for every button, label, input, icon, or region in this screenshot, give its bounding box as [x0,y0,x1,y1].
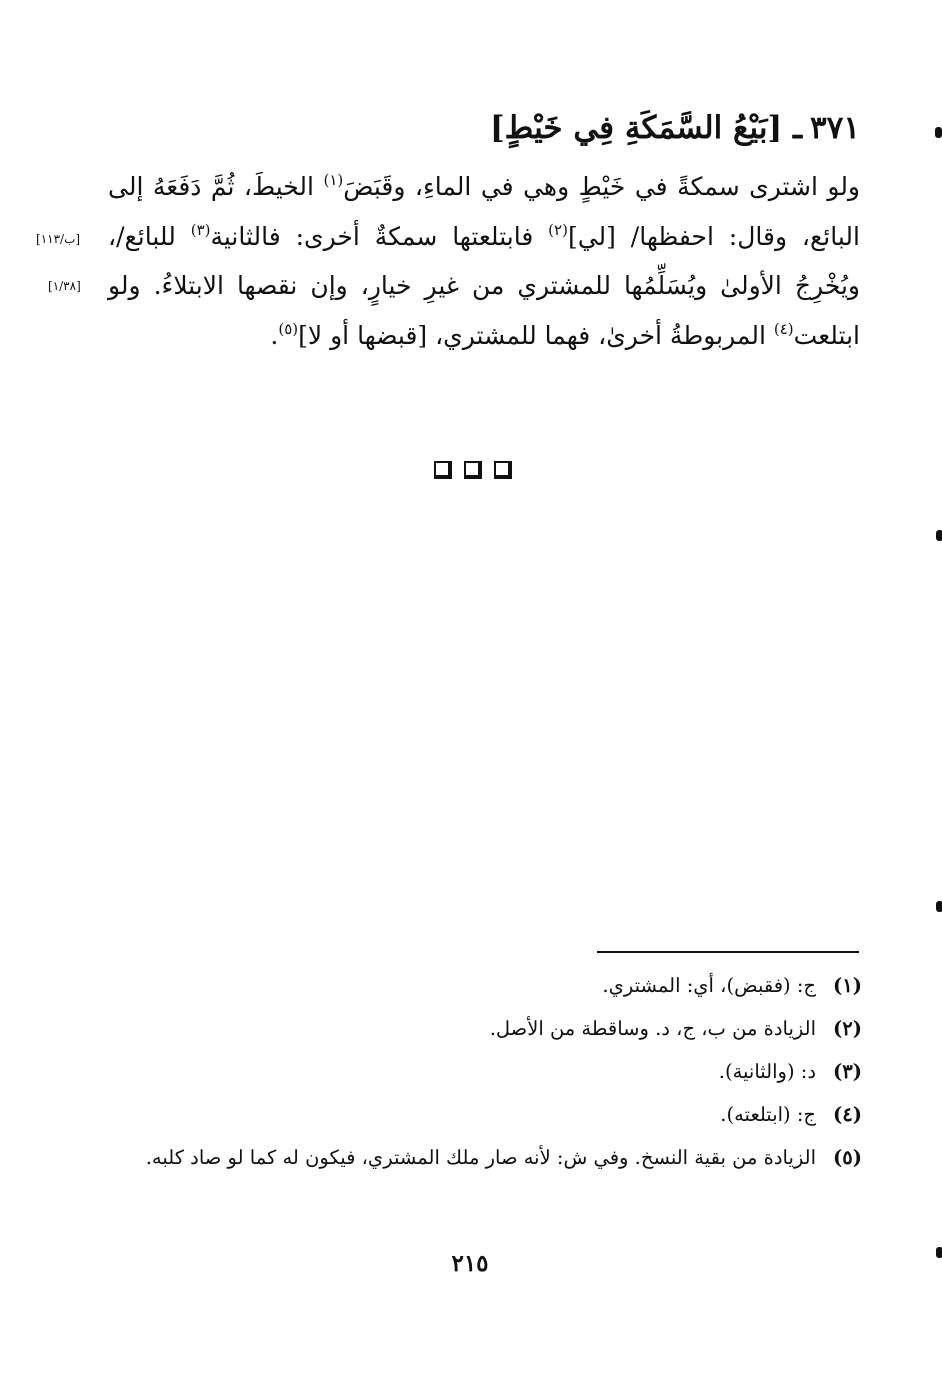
footnote-item [110,1007,862,1050]
section-dash: ـ [792,110,803,146]
footnote-number: (٥) [833,1146,862,1169]
body-segment: فابتلعتها سمكةٌ أخرى: فالثانية [210,221,549,251]
footnote-text: ج: (فقبض)، أي: المشتري. [602,974,816,997]
footnote-ref[interactable]: (٢) [548,220,568,239]
separator-box [494,461,512,479]
margin-reference: [١/٣٨] [48,279,81,293]
footnote-ref[interactable]: (٤) [773,319,794,338]
margin-reference: [ب/١١٣] [36,232,81,246]
scan-mark [936,1247,942,1258]
footnote-divider [597,951,859,953]
body-segment: . [270,320,279,350]
section-separator [434,461,512,479]
footnote-number: (٣) [833,1060,862,1083]
page-number: ٢١٥ [451,1250,489,1277]
scan-mark [936,530,942,541]
footnote-text: الزيادة من بقية النسخ. وفي ش: لأنه صار ملك المشتري، فيكون له كما لو صاد كلبه. [145,1146,816,1169]
footnote-ref[interactable]: (٣) [190,220,211,239]
body-paragraph [108,162,860,360]
footnote-number: (٢) [833,1017,862,1040]
body-segment: الخيطَ، ثُمَّ دَفَعَهُ إلى البائع، وقال: احفظها/ [لي] [108,172,860,251]
footnote-ref[interactable]: (٥) [278,319,299,338]
footnote-number: (١) [833,974,862,997]
separator-box [434,461,452,479]
footnote-number: (٤) [833,1103,862,1126]
footnotes [110,964,862,1179]
footnote-text: د: (والثانية). [718,1060,816,1083]
footnote-item [110,1050,862,1093]
body-segment: للبائع/، ويُخْرِجُ الأولىٰ ويُسَلِّمُها للمشتري من غيرِ خيارٍ، وإن نقصها الابتلاءُ. ولو ابتلعت [108,221,860,350]
footnote-text: ج: (ابتلعته). [720,1103,816,1126]
scan-mark [935,127,942,138]
section-number: ٣٧١ [810,110,860,146]
section-title: [بَيْعُ السَّمَكَةِ فِي خَيْطٍ] [489,110,783,146]
separator-box [464,461,482,479]
footnote-item [110,1136,862,1179]
footnote-text: الزيادة من ب، ج، د. وساقطة من الأصل. [489,1017,816,1040]
scan-mark [936,901,942,912]
section-heading [110,104,860,152]
footnote-ref[interactable]: (١) [323,171,344,189]
footnote-item [110,1093,862,1136]
footnote-item [110,964,862,1007]
body-segment: ولو اشترى سمكةً في خَيْطٍ وهي في الماءِ، وقَبَضَ [343,172,861,201]
body-segment: المربوطةُ أخرىٰ، فهما للمشتري، [قبضها أو لا] [298,320,774,350]
